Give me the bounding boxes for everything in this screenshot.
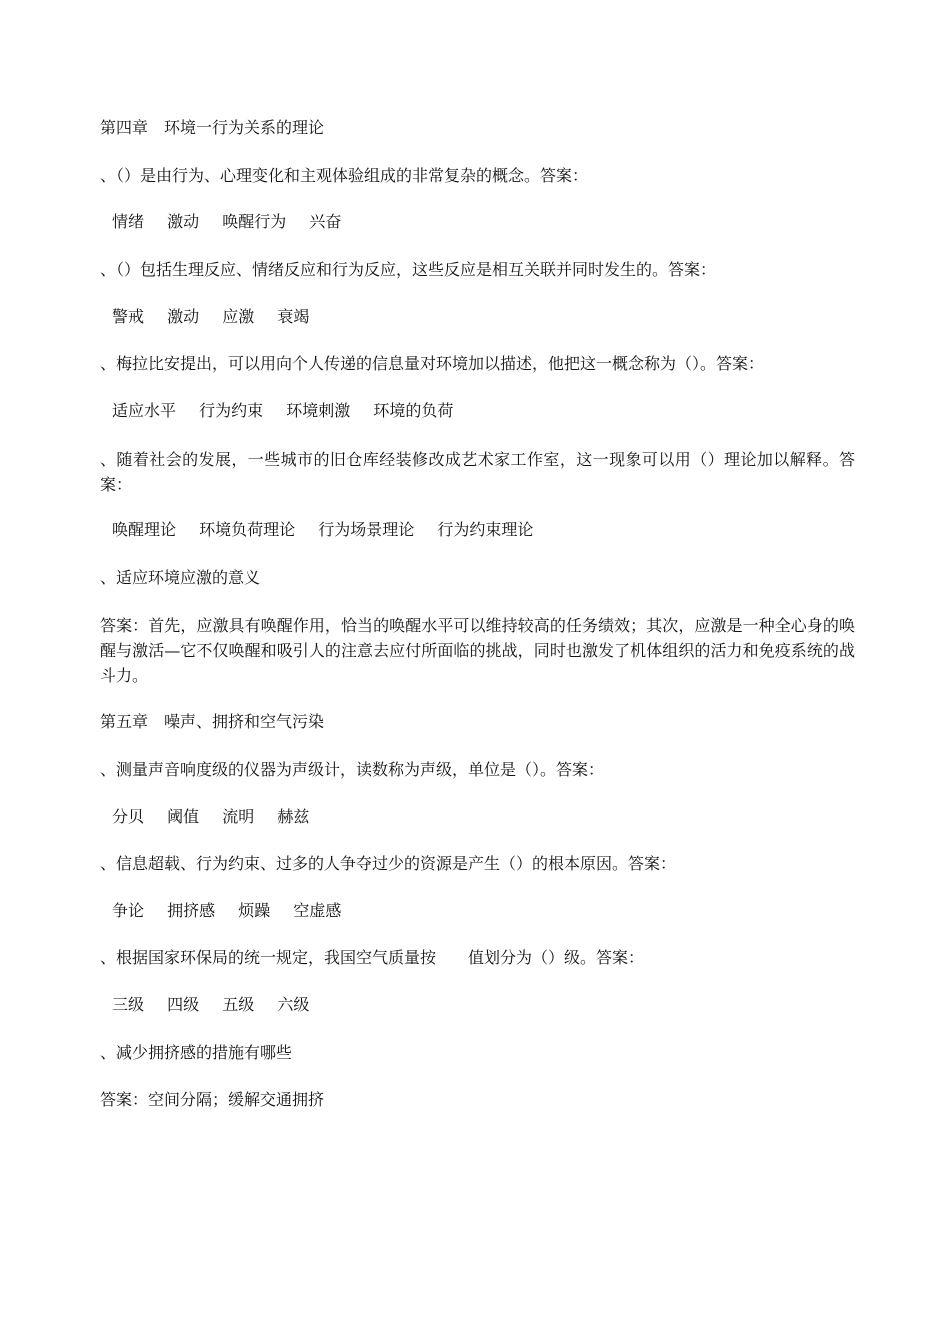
ch5-question-1-options (112, 805, 327, 829)
option: 应激 (222, 307, 255, 326)
option: 行为场景理论 (318, 520, 415, 539)
option: 六级 (277, 995, 310, 1014)
ch5-question-3-text-after: 值划分为（）级。答案： (468, 948, 645, 967)
option: 争论 (112, 901, 145, 920)
option: 空虚感 (293, 901, 342, 920)
ch5-question-2-options (112, 899, 359, 923)
option: 唤醒理论 (112, 520, 177, 539)
option: 激动 (167, 307, 200, 326)
ch4-question-3: 、梅拉比安提出，可以用向个人传递的信息量对环境加以描述，他把这一概念称为（）。答案： (100, 354, 765, 373)
option: 行为约束 (199, 401, 264, 420)
chapter-4-title: 第四章 环境一行为关系的理论 (100, 118, 325, 137)
ch5-question-3-options (112, 993, 327, 1017)
option: 兴奋 (309, 212, 342, 231)
ch4-question-4: 、随着社会的发展，一些城市的旧仓库经装修改成艺术家工作室，这一现象可以用（）理论加以解释。答案： (100, 450, 855, 494)
option: 五级 (222, 995, 255, 1014)
ch5-question-2: 、信息超载、行为约束、过多的人争夺过少的资源是产生（）的根本原因。答案： (100, 854, 677, 873)
option: 激动 (167, 212, 200, 231)
ch5-question-3-text-before: 、根据国家环保局的统一规定，我国空气质量按 (100, 948, 437, 967)
ch5-question-1: 、测量声音响度级的仪器为声级计，读数称为声级，单位是（）。答案： (100, 760, 605, 779)
chapter-5-title: 第五章 噪声、拥挤和空气污染 (100, 712, 325, 731)
ch4-question-5: 、适应环境应激的意义 (100, 568, 261, 587)
option: 唤醒行为 (222, 212, 287, 231)
option: 赫兹 (277, 807, 310, 826)
option: 拥挤感 (167, 901, 216, 920)
option: 烦躁 (238, 901, 271, 920)
option: 衰竭 (277, 307, 310, 326)
option: 流明 (222, 807, 255, 826)
ch4-question-4-options (112, 518, 551, 542)
ch4-question-3-options (112, 399, 471, 423)
ch4-question-2-options (112, 305, 327, 329)
ch4-question-2: 、（）包括生理反应、情绪反应和行为反应，这些反应是相互关联并同时发生的。答案： (100, 260, 717, 279)
option: 行为约束理论 (437, 520, 534, 539)
ch5-question-4-answer: 答案：空间分隔；缓解交通拥挤 (100, 1090, 325, 1109)
option: 分贝 (112, 807, 145, 826)
option: 环境的负荷 (373, 401, 454, 420)
option: 三级 (112, 995, 145, 1014)
ch4-question-5-answer: 答案：首先，应激具有唤醒作用，恰当的唤醒水平可以维持较高的任务绩效；其次，应激是一种全心身的唤醒与激活—它不仅唤醒和吸引人的注意去应付所面临的挑战，同时也激发了机体组织的活力和免疫系统的战斗力。 (100, 616, 855, 685)
ch4-question-1: 、（）是由行为、心理变化和主观体验组成的非常复杂的概念。答案： (100, 166, 589, 185)
option: 环境刺激 (286, 401, 351, 420)
ch4-question-1-options (112, 210, 359, 234)
option: 环境负荷理论 (199, 520, 296, 539)
option: 情绪 (112, 212, 145, 231)
ch5-question-3 (100, 946, 855, 970)
ch5-question-4: 、减少拥挤感的措施有哪些 (100, 1043, 293, 1062)
option: 警戒 (112, 307, 145, 326)
option: 适应水平 (112, 401, 177, 420)
option: 四级 (167, 995, 200, 1014)
option: 阈值 (167, 807, 200, 826)
